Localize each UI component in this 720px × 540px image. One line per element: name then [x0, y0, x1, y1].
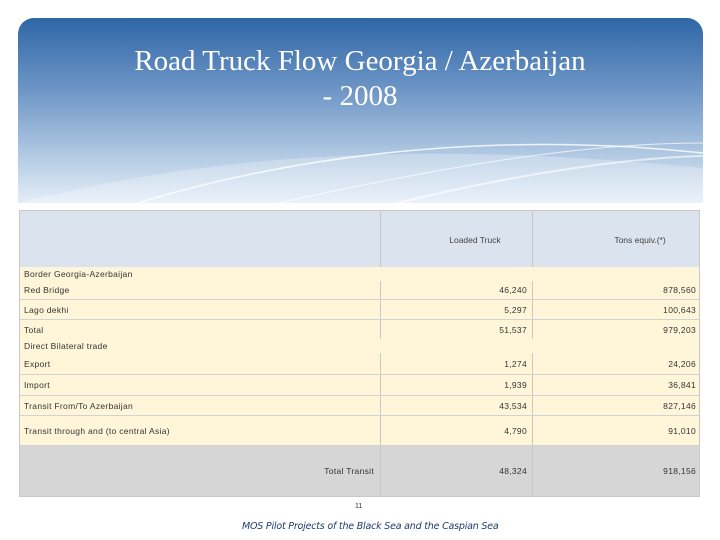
loaded-truck-value: 51,537	[499, 324, 527, 335]
loaded-truck-value: 46,240	[499, 285, 527, 295]
column-header-tons-equiv: Tons equiv.(*)	[614, 235, 666, 245]
tons-value: 827,146	[663, 400, 696, 411]
row-label: Transit through and (to central Asia)	[24, 426, 170, 436]
tons-value: 979,203	[663, 324, 696, 335]
row-label: Import	[24, 380, 50, 390]
table-row	[20, 396, 699, 415]
total-loaded-truck-value: 48,324	[499, 466, 527, 476]
loaded-truck-value: 1,274	[504, 358, 527, 369]
tons-value: 100,643	[663, 304, 696, 315]
table-row	[20, 300, 699, 319]
section-row-border	[20, 267, 699, 281]
truck-flow-table	[19, 210, 700, 497]
loaded-truck-value: 5,297	[504, 304, 527, 315]
total-transit-label: Total Transit	[324, 466, 374, 476]
row-label: Red Bridge	[24, 285, 70, 295]
section-row-bilateral	[20, 339, 699, 353]
footer-text: MOS Pilot Projects of the Black Sea and the Caspian Sea	[242, 521, 499, 532]
row-label: Export	[24, 358, 51, 369]
table-row	[20, 320, 699, 339]
loaded-truck-value: 1,939	[504, 380, 527, 390]
row-label: Lago dekhi	[24, 304, 69, 315]
section-label-border: Border Georgia-Azerbaijan	[24, 269, 133, 279]
slide-title	[60, 44, 660, 114]
table-header-row	[20, 211, 699, 267]
row-label: Total	[24, 324, 44, 335]
tons-value: 24,206	[668, 358, 696, 369]
page-number: 11	[355, 503, 363, 510]
tons-value: 91,010	[668, 425, 696, 436]
loaded-truck-value: 4,790	[504, 425, 527, 436]
tons-value: 36,841	[668, 380, 696, 390]
table-row	[20, 375, 699, 395]
column-header-loaded-truck: Loaded Truck	[449, 235, 501, 245]
row-label: Transit From/To Azerbaijan	[24, 400, 134, 411]
section-label-bilateral: Direct Bilateral trade	[24, 341, 108, 351]
total-transit-row	[20, 446, 699, 496]
title-line-1: Road Truck Flow Georgia / Azerbaijan	[134, 45, 586, 77]
tons-value: 878,560	[663, 285, 696, 295]
table-row	[20, 416, 699, 445]
table-row	[20, 353, 699, 374]
title-line-2: - 2008	[322, 80, 398, 112]
table-row	[20, 281, 699, 299]
loaded-truck-value: 43,534	[499, 400, 527, 411]
total-tons-value: 918,156	[663, 466, 696, 476]
